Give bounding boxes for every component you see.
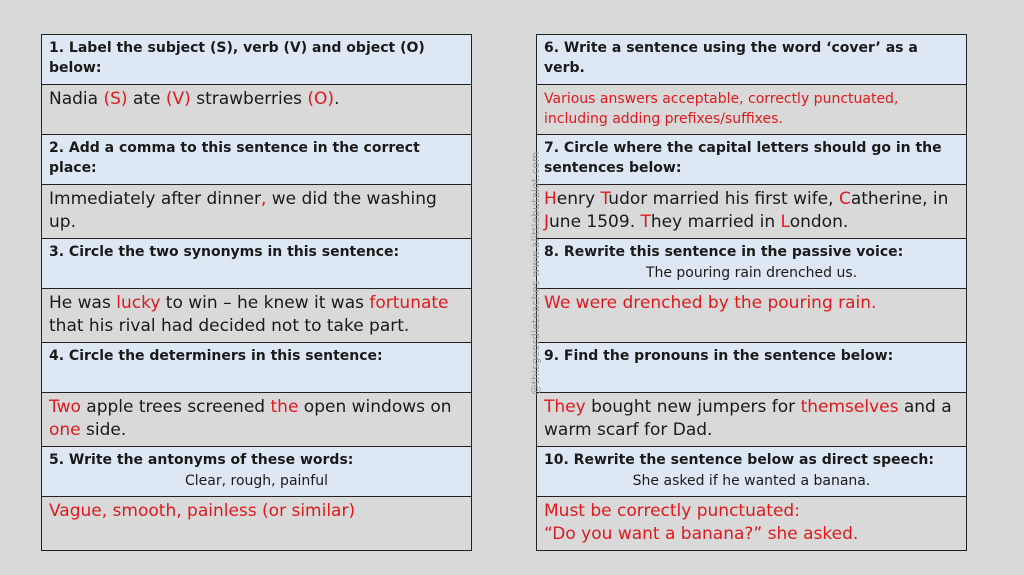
answer-text: hey married in xyxy=(650,212,781,232)
answer-text: atherine, in xyxy=(850,189,949,209)
right-question-table xyxy=(536,34,967,551)
question-text: 6. Write a sentence using the word ‘cover’ as a verb. xyxy=(544,40,918,76)
answer-highlight: Two xyxy=(49,397,81,417)
question-cell xyxy=(42,343,472,393)
question-text: 10. Rewrite the sentence below as direct speech: xyxy=(544,452,934,468)
question-prompt-text: The pouring rain drenched us. xyxy=(645,265,858,281)
question-cell xyxy=(537,447,967,497)
answer-highlight: , xyxy=(260,189,267,209)
answer-highlight: Various answers acceptable, correctly punctuated, including adding prefixes/suffixes. xyxy=(544,91,899,127)
question-row xyxy=(537,239,967,289)
answer-highlight: We were drenched by the pouring rain. xyxy=(544,293,877,313)
question-row xyxy=(42,239,472,289)
question-row xyxy=(42,135,472,185)
answer-text: apple trees screened xyxy=(80,397,271,417)
answer-text: ondon. xyxy=(789,212,849,232)
answer-text: He was xyxy=(49,293,117,313)
question-row xyxy=(537,447,967,497)
answer-highlight: J xyxy=(544,212,550,232)
question-text: 8. Rewrite this sentence in the passive voice: xyxy=(544,244,904,260)
question-text: 2. Add a comma to this sentence in the correct place: xyxy=(49,140,420,176)
answer-cell xyxy=(42,497,472,551)
answer-text: enry xyxy=(556,189,601,209)
answer-row xyxy=(537,497,967,551)
answer-highlight: L xyxy=(780,212,790,232)
question-cell xyxy=(537,343,967,393)
question-text: 9. Find the pronouns in the sentence below: xyxy=(544,348,894,364)
answer-row xyxy=(537,185,967,239)
answer-text: Immediately after dinner xyxy=(49,189,261,209)
answer-text: open windows on xyxy=(298,397,452,417)
answer-highlight: “Do you want a banana?” she asked. xyxy=(544,524,859,544)
answer-row xyxy=(42,497,472,551)
answer-highlight: one xyxy=(49,420,81,440)
question-cell xyxy=(42,35,472,85)
answer-highlight: (V) xyxy=(165,89,191,109)
answer-highlight: H xyxy=(544,189,557,209)
answer-cell xyxy=(537,185,967,239)
answer-cell xyxy=(537,289,967,343)
answer-text: strawberries xyxy=(190,89,308,109)
answer-text: ate xyxy=(127,89,166,109)
left-question-column xyxy=(41,34,472,551)
question-text: 3. Circle the two synonyms in this sentence: xyxy=(49,244,400,260)
question-cell xyxy=(42,135,472,185)
answer-row xyxy=(537,85,967,135)
answer-highlight: fortunate xyxy=(369,293,449,313)
answer-cell xyxy=(537,393,967,447)
answer-row xyxy=(42,289,472,343)
answer-cell xyxy=(42,393,472,447)
answer-highlight: (S) xyxy=(103,89,128,109)
answer-highlight: They xyxy=(544,397,586,417)
question-cell xyxy=(42,447,472,497)
answer-text: udor married his first wife, xyxy=(608,189,839,209)
answer-cell xyxy=(537,85,967,135)
answer-cell xyxy=(42,185,472,239)
answer-text: and a warm scarf for Dad. xyxy=(544,397,952,440)
answer-text: une 1509. xyxy=(549,212,641,232)
question-text: 4. Circle the determiners in this sentence: xyxy=(49,348,383,364)
answer-row xyxy=(537,393,967,447)
question-prompt-text: Clear, rough, painful xyxy=(185,473,328,489)
right-question-column xyxy=(536,34,967,551)
answer-row xyxy=(42,393,472,447)
answer-highlight: T xyxy=(600,189,609,209)
answer-highlight: C xyxy=(838,189,851,209)
answer-highlight: Vague, smooth, painless (or similar) xyxy=(49,501,356,521)
watermark-credit: @thisgeordieteaches www.alittlebutalot.com xyxy=(530,151,542,395)
answer-text: bought new jumpers for xyxy=(585,397,801,417)
answer-text: Nadia xyxy=(49,89,104,109)
answer-text: . xyxy=(334,89,340,109)
answer-text: to win – he knew it was xyxy=(160,293,370,313)
answer-highlight: T xyxy=(640,212,651,232)
question-cell xyxy=(537,239,967,289)
answer-highlight: (O) xyxy=(307,89,335,109)
answer-row xyxy=(537,289,967,343)
answer-text: we did the washing up. xyxy=(49,189,437,232)
left-question-table xyxy=(41,34,472,551)
question-row xyxy=(537,35,967,85)
question-row xyxy=(42,343,472,393)
question-text: 7. Circle where the capital letters should go in the sentences below: xyxy=(544,140,942,176)
answer-cell xyxy=(537,497,967,551)
question-row xyxy=(42,35,472,85)
question-row xyxy=(42,447,472,497)
answer-row xyxy=(42,185,472,239)
question-text: 5. Write the antonyms of these words: xyxy=(49,452,354,468)
answer-highlight: lucky xyxy=(116,293,161,313)
question-row xyxy=(537,343,967,393)
answer-highlight: Must be correctly punctuated: xyxy=(544,501,800,521)
answer-text: that his rival had decided not to take part. xyxy=(49,316,410,336)
answer-row xyxy=(42,85,472,135)
answer-cell xyxy=(42,85,472,135)
answer-text: side. xyxy=(80,420,127,440)
answer-highlight: themselves xyxy=(800,397,899,417)
question-text: 1. Label the subject (S), verb (V) and object (O) below: xyxy=(49,40,425,76)
question-prompt-text: She asked if he wanted a banana. xyxy=(632,473,871,489)
question-row xyxy=(537,135,967,185)
question-cell xyxy=(537,35,967,85)
question-cell xyxy=(537,135,967,185)
question-cell xyxy=(42,239,472,289)
answer-highlight: the xyxy=(270,397,299,417)
answer-cell xyxy=(42,289,472,343)
